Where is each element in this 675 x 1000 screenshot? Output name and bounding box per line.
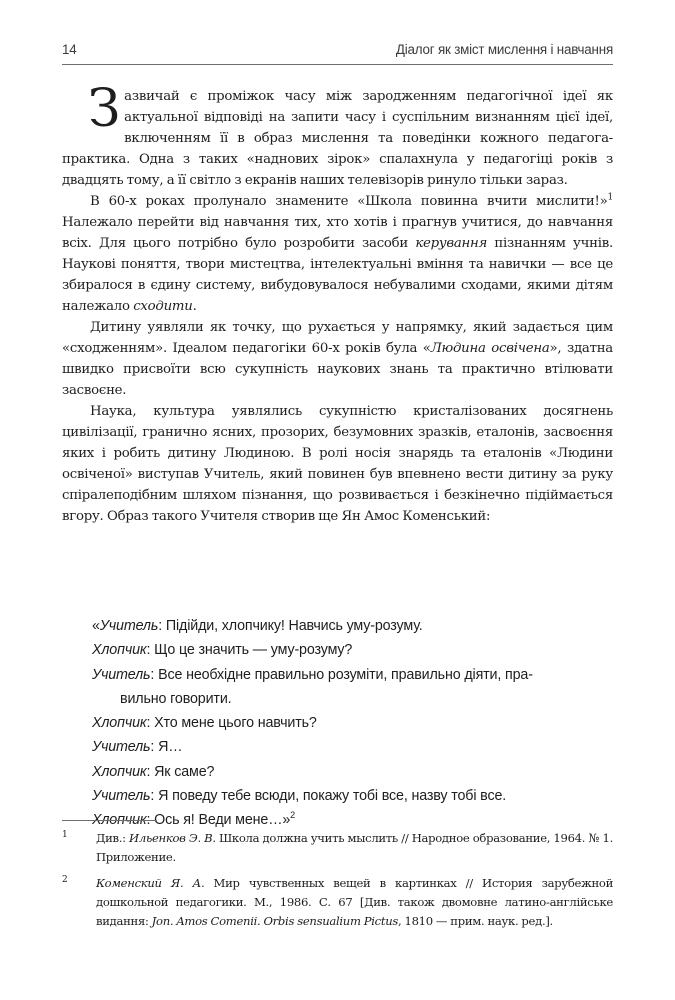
footnote-text: Школа должна учить мыслить // Народное образование, 1964. № 1. Приложение. bbox=[96, 831, 613, 864]
paragraph-2-text-4: . bbox=[192, 299, 197, 314]
dialog-speaker: Хлопчик bbox=[92, 812, 147, 829]
footnote-number: 1 bbox=[62, 830, 68, 840]
footnote-text: , 1810 — прим. наук. ред.]. bbox=[398, 914, 553, 928]
paragraph-3-text-2: », здатна швидко присвоїти всю сукупність наукових знань та практично втілювати засвоєне. bbox=[62, 341, 613, 398]
dialog-text: : Я поведу тебе всюди, покажу тобі все, назву тобі все. bbox=[150, 788, 507, 805]
paragraph-2-text-3: пізнанням учнів. Наукові поняття, твори мистецтва, інтелектуальні вміння та навички — все це збиралося в єдину систему, вибудовувалося небувалими сходами, якими дітям належало bbox=[62, 236, 613, 314]
dialog-text: : Ось я! Веди мене…» bbox=[146, 812, 291, 829]
dialog-text: : Що це значить — уму-розуму? bbox=[146, 642, 353, 659]
paragraph-1-text: азвичай є проміжок часу між зародженням педагогічної ідеї як актуальної відповіді на запити часу і суспільним визнанням цієї ідеї, включенням її в образ мислення та поведінки кожного педагога-практика. Одна з таких «наднових зірок» спалахнула у педагогіці років з двадцять тому, а її світло з екранів наших телевізорів ринуло тільки зараз. bbox=[62, 89, 613, 188]
footnote-title: Jon. Amos Comenii. Orbis sensualium Pictus bbox=[151, 914, 399, 928]
dialog-prefix: « bbox=[92, 618, 100, 634]
dialog-text: : Все необхідне правильно розуміти, правильно діяти, пра- bbox=[150, 666, 533, 683]
footnote-text: Мир чувственных вещей в картинках // История зарубежной дошкольной педагогики. М., 1986. С. 67 [Див. також двомовне латино-англійське видання: bbox=[96, 876, 614, 928]
footnote bbox=[62, 874, 613, 931]
paragraph-2-text-2: Належало перейти від навчання тих, хто хотів і прагнув учитися, до навчання всіх. Для цього потрібно було розробити засоби bbox=[62, 215, 613, 251]
dialog-speaker: Учитель bbox=[92, 739, 151, 756]
running-header bbox=[62, 42, 613, 62]
dialog-text: : Хто мене цього навчить? bbox=[146, 715, 317, 732]
dialog-line bbox=[92, 711, 613, 735]
paragraph-3-text-1: Дитину уявляли як точку, що рухається у напрямку, який задається цим «сходженням». Ідеалом педагогіки 60-х років була « bbox=[62, 320, 613, 356]
dialog-line bbox=[92, 614, 613, 638]
dialog-line bbox=[92, 760, 613, 784]
dialog-text: : Як саме? bbox=[146, 763, 215, 780]
drop-cap: З bbox=[88, 79, 121, 139]
paragraph-2-text-1: В 60-х роках пролунало знамените «Школа повинна вчити мислити!» bbox=[90, 194, 608, 209]
dialog-speaker: Учитель bbox=[92, 788, 151, 805]
footnotes bbox=[62, 829, 613, 938]
paragraph-3 bbox=[62, 317, 613, 401]
paragraph-3-emphasis: Людина освічена bbox=[430, 341, 550, 356]
paragraph-4: Наука, культура уявлялись сукупністю кристалізованих досягнень цивілізації, гранично ясних, прозорих, безумовних зразків, еталонів, засвоєння яких і робить дитину Людиною. В ролі носія знарядь та еталонів «Людини освіченої» виступав Учитель, який повинен був впевнено вести дитину за руку спіралеподібним шляхом пізнання, що розвивається і безкінечно підіймається вгору. Образ такого Учителя створив ще Ян Амос Коменський: bbox=[62, 404, 613, 524]
dialog-text: вильно говорити. bbox=[120, 690, 232, 707]
dialog-line bbox=[92, 663, 613, 687]
footnote-ref-2[interactable]: 2 bbox=[290, 810, 296, 821]
footnote-divider bbox=[62, 820, 157, 821]
page-number: 14 bbox=[62, 42, 77, 57]
header-divider bbox=[62, 64, 613, 65]
body-text bbox=[62, 79, 613, 527]
footnote bbox=[62, 829, 613, 867]
dialog-speaker: Хлопчик bbox=[92, 763, 147, 780]
footnote-ref-1[interactable]: 1 bbox=[607, 192, 613, 203]
footnote-text: Див.: bbox=[96, 831, 130, 845]
dialog-speaker: Хлопчик bbox=[92, 642, 147, 659]
paragraph-2-emphasis-2: сходити bbox=[133, 299, 193, 314]
footnote-number: 2 bbox=[62, 875, 68, 885]
dialog-speaker: Учитель bbox=[92, 666, 151, 683]
footnote-author: Коменский Я. А. bbox=[96, 876, 205, 890]
dialog-text: : Підійди, хлопчику! Навчись уму-розуму. bbox=[158, 618, 423, 634]
paragraph-2-emphasis-1: керування bbox=[415, 236, 488, 251]
running-title: Діалог як зміст мислення і навчання bbox=[395, 42, 613, 57]
dialog-line bbox=[92, 638, 613, 662]
dialog-quote bbox=[92, 614, 613, 833]
paragraph-2 bbox=[62, 191, 613, 317]
dialog-text: : Я… bbox=[150, 739, 183, 756]
dialog-line bbox=[92, 784, 613, 808]
dialog-speaker: Учитель bbox=[99, 618, 159, 634]
dialog-line bbox=[92, 687, 613, 711]
paragraph-1 bbox=[62, 79, 613, 191]
footnote-author: Ильенков Э. В. bbox=[129, 831, 216, 845]
dialog-speaker: Хлопчик bbox=[92, 715, 147, 732]
dialog-line bbox=[92, 735, 613, 759]
